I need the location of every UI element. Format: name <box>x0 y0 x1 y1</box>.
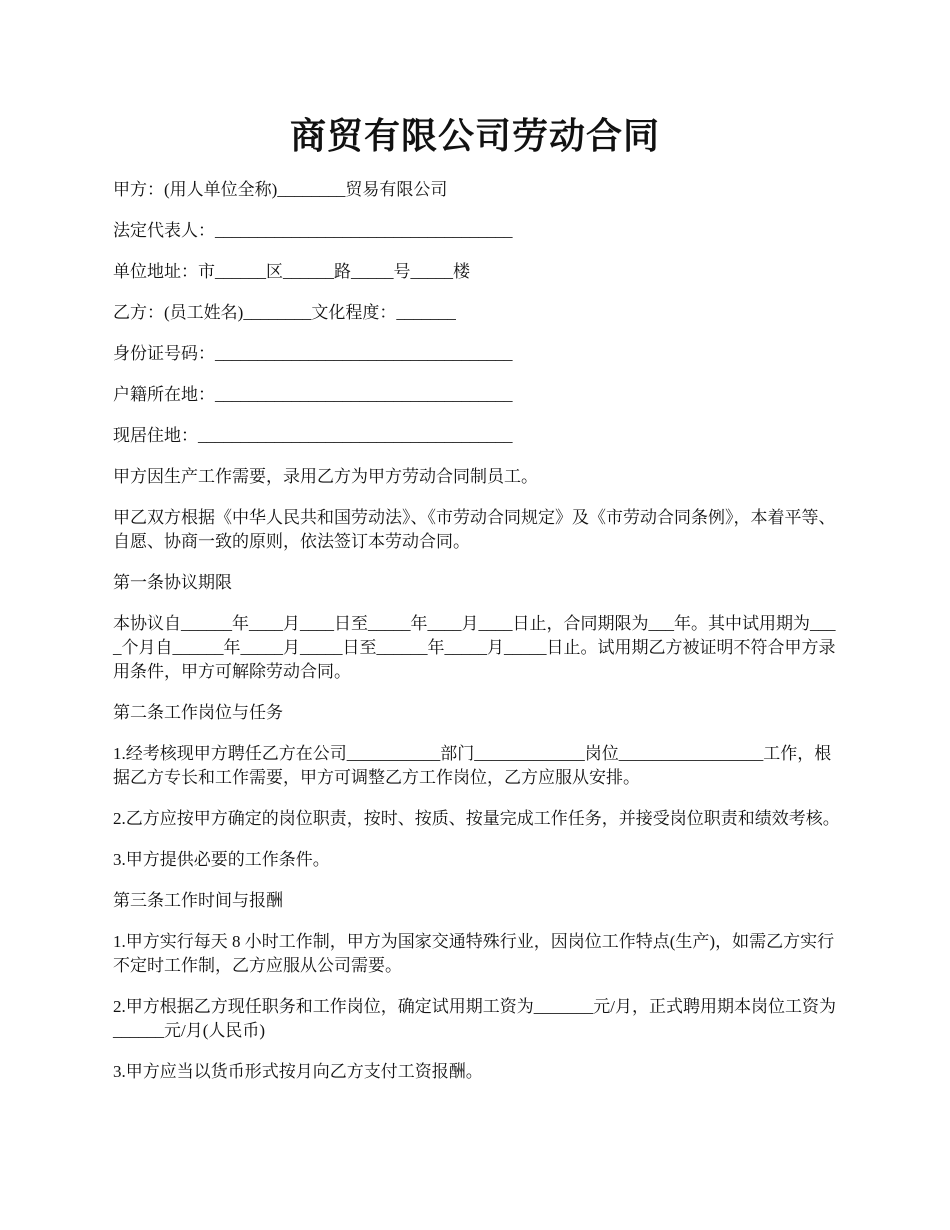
article-3-heading: 第三条工作时间与报酬 <box>113 891 283 910</box>
current-residence: 现居住地：_____________________________________ <box>113 426 513 445</box>
party-b-name: 乙方：(员工姓名)________文化程度：_______ <box>113 303 456 322</box>
id-number: 身份证号码：___________________________________ <box>113 344 513 363</box>
article-1-term-paragraph: 本协议自______年____月____日至_____年____月____日止，合同期限为___年。其中试用期为____个月自______年_____月_____日至______年_____月_____日止。试用期乙方被证明不符合甲方录用条件，甲方可解除劳动合同。 <box>113 614 836 681</box>
party-a-name: 甲方：(用人单位全称)________贸易有限公司 <box>113 180 448 199</box>
legal-basis-paragraph: 甲乙双方根据《中华人民共和国劳动法》、《市劳动合同规定》及《市劳动合同条例》，本着平等、自愿、协商一致的原则，依法签订本劳动合同。 <box>113 508 836 551</box>
document-title: 商贸有限公司劳动合同 <box>289 116 660 156</box>
document-body <box>113 178 843 1101</box>
article-3-clause-1: 1.甲方实行每天 8 小时工作制，甲方为国家交通特殊行业，因岗位工作特点(生产)，如需乙方实行不定时工作制，乙方应服从公司需要。 <box>113 932 835 975</box>
legal-representative: 法定代表人：___________________________________ <box>113 221 513 240</box>
article-2-clause-3: 3.甲方提供必要的工作条件。 <box>113 850 330 869</box>
company-address: 单位地址：市______区______路_____号_____楼 <box>113 262 470 281</box>
article-3-clause-3: 3.甲方应当以货币形式按月向乙方支付工资报酬。 <box>113 1062 483 1081</box>
hiring-statement: 甲方因生产工作需要，录用乙方为甲方劳动合同制员工。 <box>113 467 538 486</box>
article-2-clause-2: 2.乙方应按甲方确定的岗位职责，按时、按质、按量完成工作任务，并接受岗位职责和绩效考核。 <box>113 809 840 828</box>
article-1-heading: 第一条协议期限 <box>113 573 232 592</box>
article-2-clause-1: 1.经考核现甲方聘任乙方在公司___________部门_____________岗位_________________工作，根据乙方专长和工作需要，甲方可调整乙方工作岗位，乙方应服从安排。 <box>113 744 832 787</box>
article-2-heading: 第二条工作岗位与任务 <box>113 703 283 722</box>
article-3-clause-2: 2.甲方根据乙方现任职务和工作岗位，确定试用期工资为_______元/月，正式聘用期本岗位工资为______元/月(人民币) <box>113 997 836 1040</box>
household-registration: 户籍所在地：___________________________________ <box>113 385 513 404</box>
